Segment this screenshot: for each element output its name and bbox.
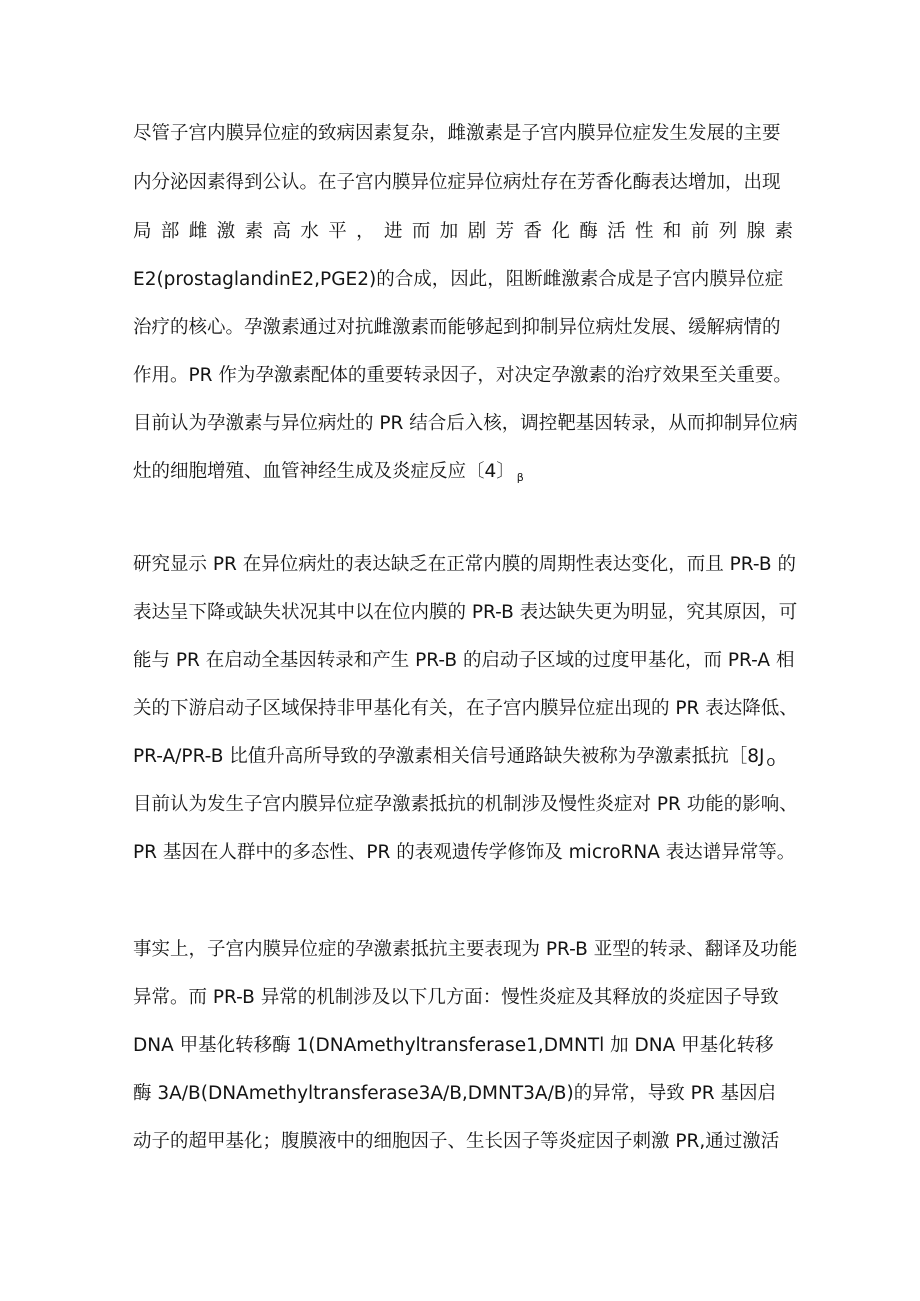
spaced-char: 素 xyxy=(244,221,264,242)
spaced-char: 进 xyxy=(384,221,403,242)
text-line: DNA 甲基化转移酶 1(DNAmethyltransferase1,DMNTl 加 DNA 甲基化转移 xyxy=(133,1035,774,1056)
text-line xyxy=(133,745,793,775)
text-line: 尽管子宫内膜异位症的致病因素复杂，雌激素是子宫内膜异位症发生发展的主要 xyxy=(133,123,781,144)
spaced-char: 素 xyxy=(774,221,793,242)
text-line-spaced xyxy=(133,220,793,244)
spaced-char: 前 xyxy=(690,221,710,242)
text-line xyxy=(133,460,793,490)
text-line: 内分泌因素得到公认。在子宫内膜异位症异位病灶存在芳香化酶表达增加，出现 xyxy=(133,172,781,193)
spaced-char: 激 xyxy=(216,221,236,242)
text-line-content: 灶的细胞增殖、血管神经生成及炎症反应〔4〕 xyxy=(133,461,515,482)
spaced-char: 腺 xyxy=(746,221,766,242)
spaced-char: 部 xyxy=(160,221,180,242)
spaced-char: 加 xyxy=(439,221,459,242)
text-line: 表达呈下降或缺失状况其中以在位内膜的 PR-B 表达缺失更为明显，究其原因，可 xyxy=(133,602,798,623)
spaced-char: 局 xyxy=(133,221,152,242)
spaced-char: 平 xyxy=(328,221,347,242)
spaced-char: 活 xyxy=(607,221,626,242)
text-line: 能与 PR 在启动全基因转录和产生 PR-B 的启动子区域的过度甲基化，而 PR-A 相 xyxy=(133,650,795,671)
spaced-char: 水 xyxy=(300,221,319,242)
spaced-char: ， xyxy=(356,221,375,242)
text-line: 目前认为发生子宫内膜异位症孕激素抵抗的机制涉及慢性炎症对 PR 功能的影响、 xyxy=(133,794,798,815)
text-line: 异常。而 PR-B 异常的机制涉及以下几方面：慢性炎症及其释放的炎症因子导致 xyxy=(133,987,779,1008)
spaced-char: 和 xyxy=(662,221,682,242)
text-line: 关的下游启动子区域保持非甲基化有关，在子宫内膜异位症出现的 PR 表达降低、 xyxy=(133,698,798,719)
spaced-char: 化 xyxy=(551,221,570,242)
citation-suffix: O xyxy=(766,756,776,769)
text-line: 治疗的核心。孕激素通过对抗雌激素而能够起到抑制异位病灶发展、缓解病情的 xyxy=(133,317,781,338)
text-line: 酶 3A∕B(DNAmethyltransferase3A/B,DMNT3A/B)的异常，导致 PR 基因启 xyxy=(133,1083,776,1104)
spaced-char: 香 xyxy=(523,221,542,242)
text-line: 动子的超甲基化；腹膜液中的细胞因子、生长因子等炎症因子刺激 PR,通过激活 xyxy=(133,1131,780,1152)
text-line: 事实上，子宫内膜异位症的孕激素抵抗主要表现为 PR-B 亚型的转录、翻译及功能 xyxy=(133,939,798,960)
text-line: 研究显示 PR 在异位病灶的表达缺乏在正常内膜的周期性表达变化，而且 PR-B 的 xyxy=(133,554,797,575)
spaced-char: 剧 xyxy=(467,221,487,242)
spaced-char: 列 xyxy=(718,221,738,242)
text-line: E2(prostaglandinE2,PGE2)的合成，因此，阻断雌激素合成是子宫内膜异位症 xyxy=(133,269,784,290)
spaced-char: 雌 xyxy=(188,221,208,242)
text-line: 作用。PR 作为孕激素配体的重要转录因子，对决定孕激素的治疗效果至关重要。 xyxy=(133,365,792,386)
spaced-char: 性 xyxy=(635,221,654,242)
text-line: PR 基因在人群中的多态性、PR 的表观遗传学修饰及 microRNA 表达谱异常等。 xyxy=(133,842,796,863)
text-line-content: PR-A/PR-B 比值升高所导致的孕激素相关信号通路缺失被称为孕激素抵抗［8J xyxy=(133,746,765,767)
citation-suffix: β xyxy=(516,471,524,484)
spaced-char: 酶 xyxy=(579,221,598,242)
spaced-char: 芳 xyxy=(495,221,515,242)
spaced-char: 而 xyxy=(411,221,431,242)
spaced-char: 高 xyxy=(272,221,291,242)
text-line: 目前认为孕激素与异位病灶的 PR 结合后入核，调控靶基因转录，从而抑制异位病 xyxy=(133,413,798,434)
